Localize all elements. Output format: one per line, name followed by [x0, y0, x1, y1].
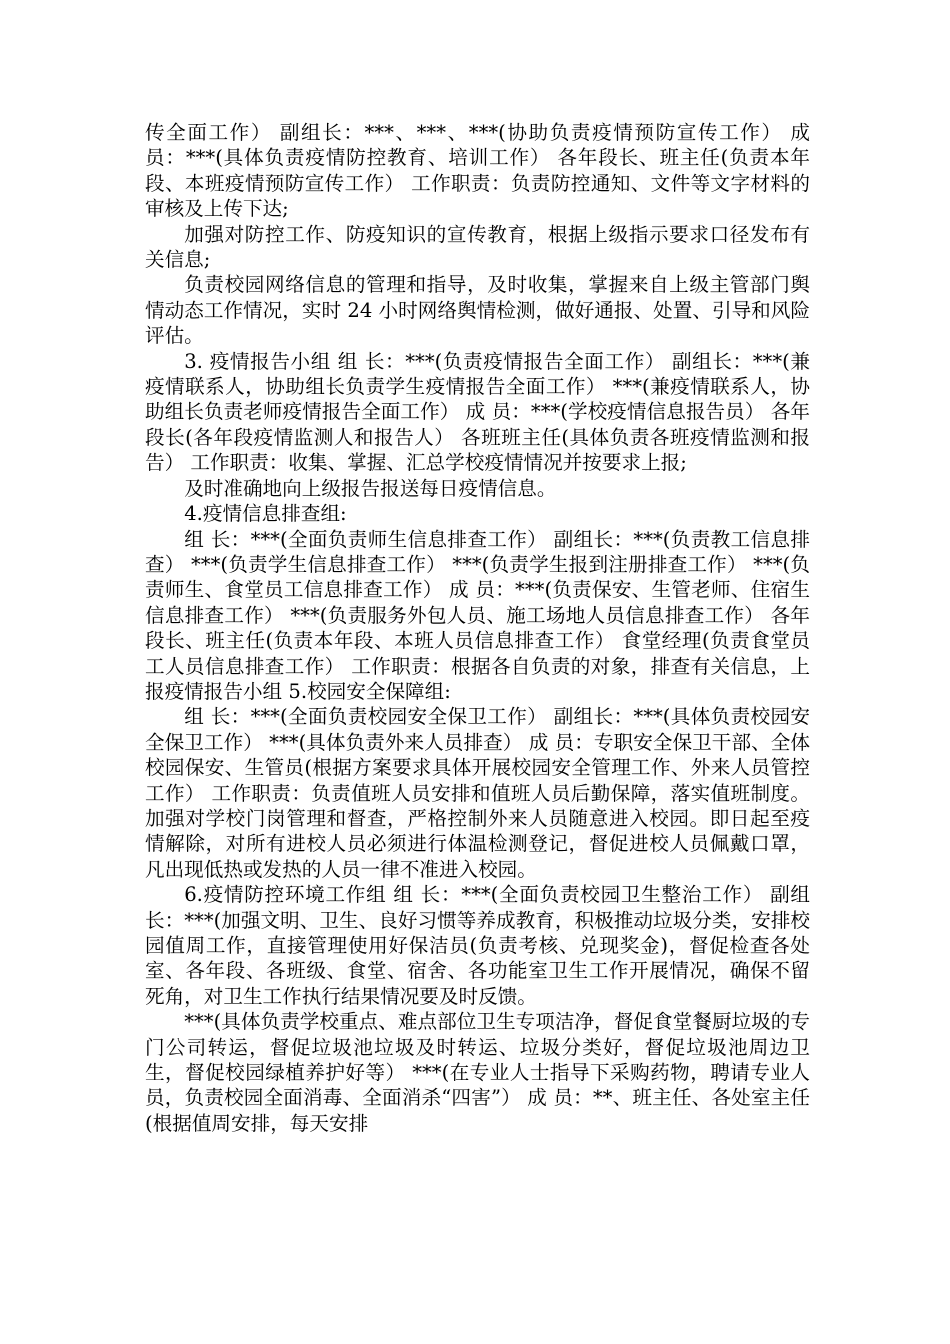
paragraph-1: 传全面工作） 副组长：***、***、***(协助负责疫情预防宣传工作） 成 员：***(具体负责疫情防控教育、培训工作） 各年段长、班主任(负责本年段、本班疫情预防宣传工作） 工作职责：负责防控通知、文件等文字材料的审核及上传下达; [145, 121, 830, 221]
paragraph-9: 6.疫情防控环境工作组 组 长：***(全面负责校园卫生整治工作） 副组长：***(加强文明、卫生、良好习惯等养成教育，积极推动垃圾分类，安排校园值周工作，直接管理使用好保洁员(负责考核、兑现奖金)，督促检查各处室、各年段、各班级、食堂、宿舍、各功能室卫生工作开展情况，确保不留死角，对卫生工作执行结果情况要及时反馈。 [145, 883, 810, 1008]
paragraph-2: 加强对防控工作、防疫知识的宣传教育，根据上级指示要求口径发布有关信息; [145, 222, 810, 272]
document-page [145, 120, 830, 1136]
paragraph-8: 组 长：***(全面负责校园安全保卫工作） 副组长：***(具体负责校园安全保卫工作） ***(具体负责外来人员排查） 成 员：专职安全保卫干部、全体校园保安、生管员(根据方案要求具体开展校园安全管理工作、外来人员管控工作） 工作职责：负责值班人员安排和值班人员后勤保障，落实值班制度。加强对学校门岗管理和督查，严格控制外来人员随意进入校园。即日起至疫情解除，对所有进校人员必须进行体温检测登记，督促进校人员佩戴口罩，凡出现低热或发热的人员一律不准进入校园。 [145, 705, 810, 881]
paragraph-10: ***(具体负责学校重点、难点部位卫生专项洁净，督促食堂餐厨垃圾的专门公司转运，督促垃圾池垃圾及时转运、垃圾分类好，督促垃圾池周边卫生，督促校园绿植养护好等） ***(在专业人士指导下采购药物，聘请专业人员，负责校园全面消毒、全面消杀“四害”） 成 员：**、班主任、各处室主任(根据值周安排，每天安排 [145, 1010, 810, 1135]
paragraph-6: 4.疫情信息排查组: [184, 502, 347, 526]
paragraph-5: 及时准确地向上级报告报送每日疫情信息。 [184, 476, 557, 500]
paragraph-3: 负责校园网络信息的管理和指导，及时收集，掌握来自上级主管部门舆情动态工作情况，实时 24 小时网络舆情检测，做好通报、处置、引导和风险评估。 [145, 273, 810, 348]
paragraph-4: 3. 疫情报告小组 组 长：***(负责疫情报告全面工作） 副组长：***(兼疫情联系人，协助组长负责学生疫情报告全面工作） ***(兼疫情联系人，协助组长负责老师疫情报告全面工作） 成 员：***(学校疫情信息报告员） 各年段长(各年段疫情监测人和报告人） 各班班主任(具体负责各班疫情监测和报告） 工作职责：收集、掌握、汇总学校疫情情况并按要求上报; [145, 349, 811, 475]
paragraph-7: 组 长：***(全面负责师生信息排查工作） 副组长：***(负责教工信息排查） ***(负责学生信息排查工作） ***(负责学生报到注册排查工作） ***(负责师生、食堂员工信息排查工作） 成 员：***(负责保安、生管老师、住宿生信息排查工作） ***(负责服务外包人员、施工场地人员信息排查工作） 各年段长、班主任(负责本年段、本班人员信息排查工作） 食堂经理(负责食堂员工人员信息排查工作） 工作职责：根据各自负责的对象，排查有关信息，上报疫情报告小组 5.校园安全保障组: [145, 527, 810, 703]
